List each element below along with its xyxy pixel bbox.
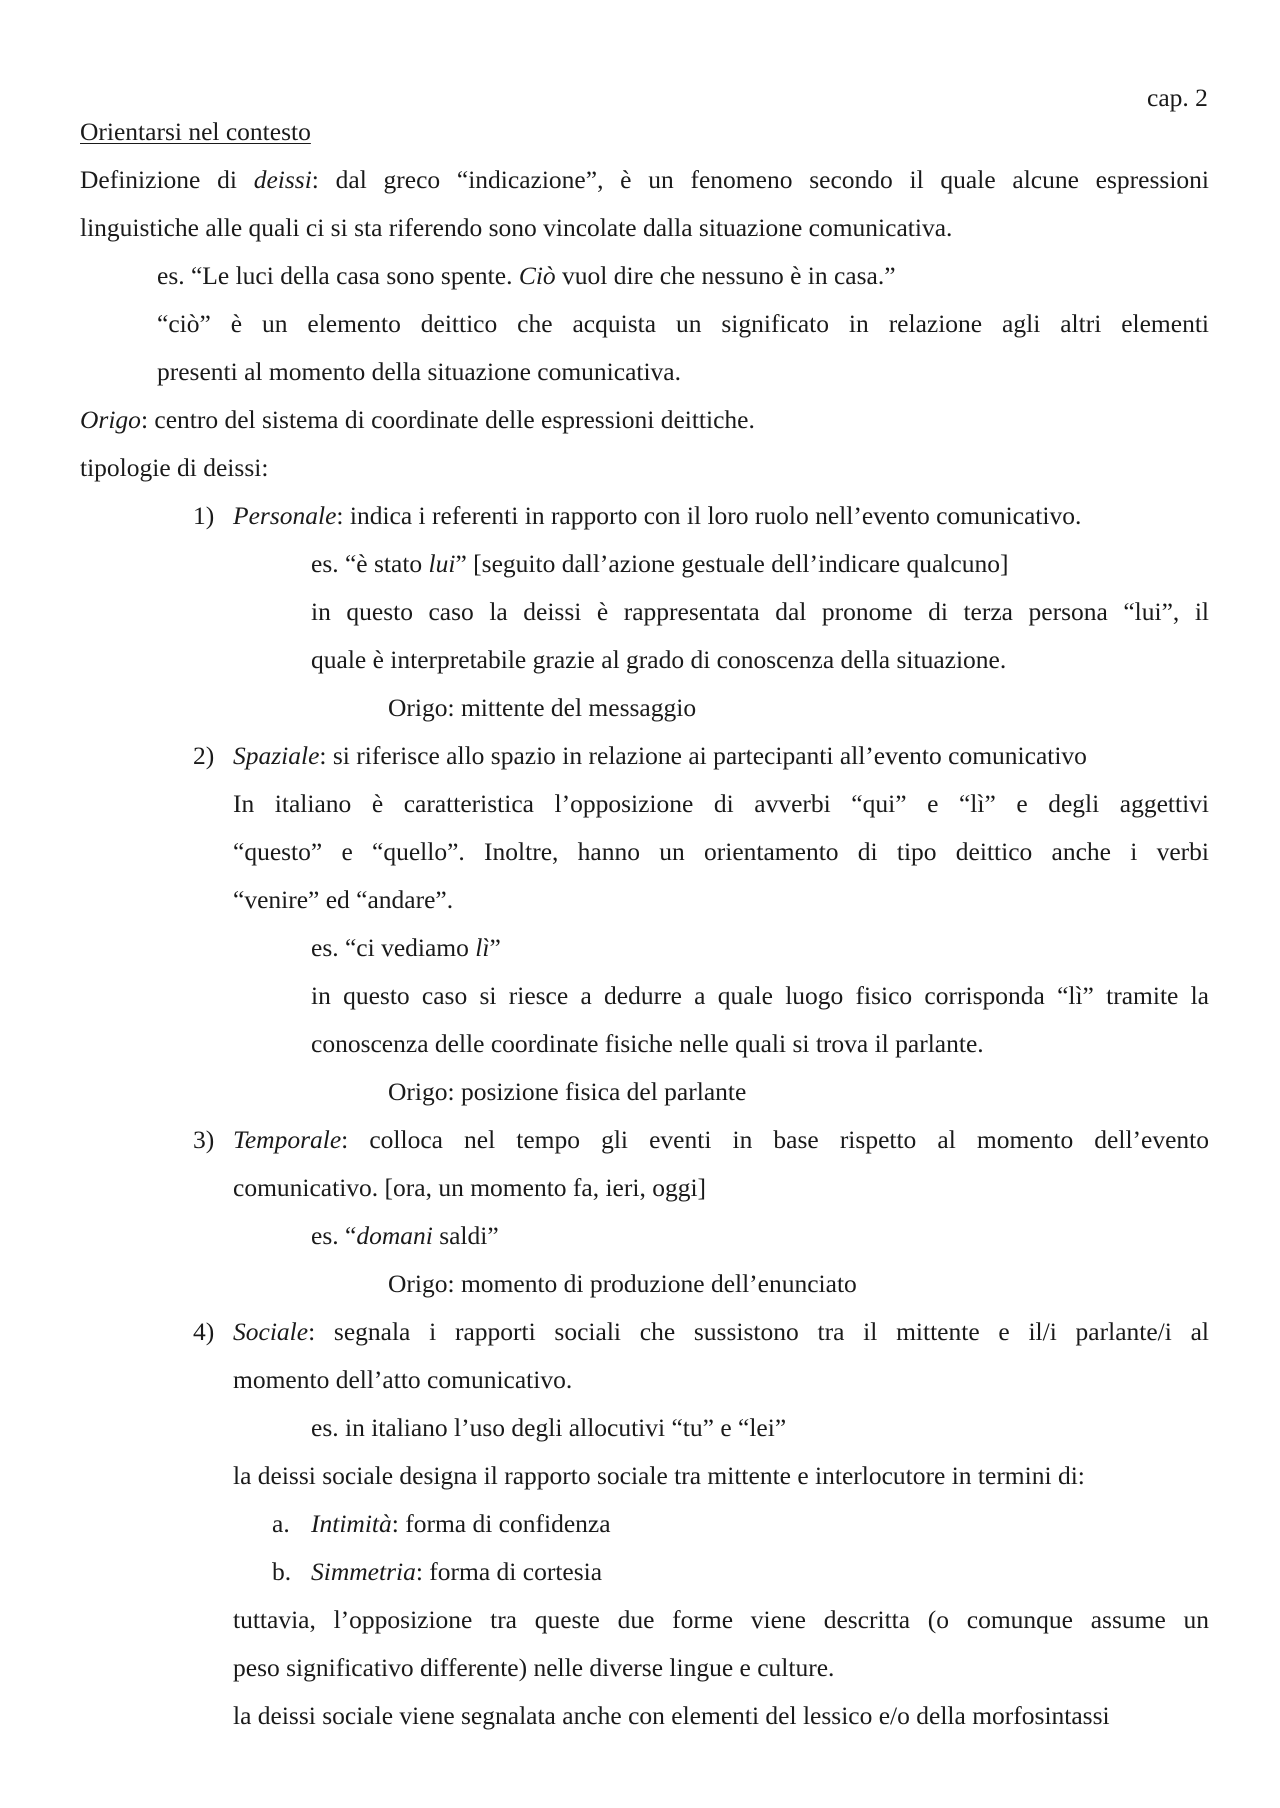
chapter-label: cap. 2 [1147,83,1208,112]
type-2-example: es. “ci vediamo lì” [311,933,501,962]
type-1-origo: Origo: mittente del messaggio [388,693,697,722]
term-spaziale: Spaziale [233,741,320,770]
type-3-heading: Temporale: colloca nel tempo gli eventi in base rispetto al momento dell’evento [233,1125,1209,1154]
social-item-a: Intimità: forma di confidenza [311,1509,611,1538]
term-sociale: Sociale [233,1317,309,1346]
definition-example: es. “Le luci della casa sono spente. Ciò vuol dire che nessuno è in casa.” [157,261,896,290]
type-4-note-3: la deissi sociale viene segnalata anche con elementi del lessico e/o della morfosintassi [233,1701,1110,1730]
type-2-heading: Spaziale: si riferisce allo spazio in relazione ai partecipanti all’evento comunicativo [233,741,1087,770]
section-title: Orientarsi nel contesto [80,117,311,146]
type-4-heading-2: momento dell’atto comunicativo. [233,1365,573,1394]
term-li: lì [475,933,490,962]
definition-note-1: “ciò” è un elemento deittico che acquista un significato in relazione agli altri elementi [157,309,1209,338]
type-3-number: 3) [193,1125,215,1154]
type-1-number: 1) [193,501,215,530]
type-1-explanation-1: in questo caso la deissi è rappresentata dal pronome di terza persona “lui”, il [311,597,1209,626]
type-4-heading: Sociale: segnala i rapporti sociali che sussistono tra il mittente e il/i parlante/i al [233,1317,1209,1346]
type-2-description-2: “questo” e “quello”. Inoltre, hanno un orientamento di tipo deittico anche i verbi [233,837,1209,866]
types-intro: tipologie di deissi: [80,453,269,482]
social-item-a-letter: a. [272,1509,290,1538]
type-3-origo: Origo: momento di produzione dell’enunciato [388,1269,857,1298]
social-item-b: Simmetria: forma di cortesia [311,1557,603,1586]
type-3-example: es. “domani saldi” [311,1221,499,1250]
definition-line-1: Definizione di deissi: dal greco “indicazione”, è un fenomeno secondo il quale alcune espressioni [80,165,1209,194]
type-4-note-2: peso significativo differente) nelle diverse lingue e culture. [233,1653,835,1682]
term-intimita: Intimità [311,1509,392,1538]
term-simmetria: Simmetria [311,1557,416,1586]
term-origo: Origo [80,405,141,434]
type-2-explanation-2: conoscenza delle coordinate fisiche nelle quali si trova il parlante. [311,1029,984,1058]
type-4-description: la deissi sociale designa il rapporto sociale tra mittente e interlocutore in termini di: [233,1461,1085,1490]
term-cio: Ciò [518,261,556,290]
definition-note-2: presenti al momento della situazione comunicativa. [157,357,681,386]
type-1-heading: Personale: indica i referenti in rapporto con il loro ruolo nell’evento comunicativo. [233,501,1082,530]
term-temporale: Temporale [233,1125,342,1154]
term-personale: Personale [233,501,337,530]
term-lui: lui [428,549,456,578]
type-1-example: es. “è stato lui” [seguito dall’azione gestuale dell’indicare qualcuno] [311,549,1009,578]
definition-line-2: linguistiche alle quali ci si sta riferendo sono vincolate dalla situazione comunicativa. [80,213,953,242]
type-4-example: es. in italiano l’uso degli allocutivi “tu” e “lei” [311,1413,787,1442]
type-2-number: 2) [193,741,215,770]
origo-definition: Origo: centro del sistema di coordinate delle espressioni deittiche. [80,405,755,434]
social-item-b-letter: b. [272,1557,292,1586]
term-domani: domani [356,1221,433,1250]
type-2-origo: Origo: posizione fisica del parlante [388,1077,747,1106]
type-2-description-1: In italiano è caratteristica l’opposizione di avverbi “qui” e “lì” e degli aggettivi [233,789,1209,818]
type-4-number: 4) [193,1317,215,1346]
type-3-heading-2: comunicativo. [ora, un momento fa, ieri, oggi] [233,1173,707,1202]
type-4-note-1: tuttavia, l’opposizione tra queste due forme viene descritta (o comunque assume un [233,1605,1209,1634]
term-deissi: deissi [253,165,312,194]
type-2-description-3: “venire” ed “andare”. [233,885,454,914]
type-1-explanation-2: quale è interpretabile grazie al grado di conoscenza della situazione. [311,645,1007,674]
type-2-explanation-1: in questo caso si riesce a dedurre a quale luogo fisico corrisponda “lì” tramite la [311,981,1209,1010]
